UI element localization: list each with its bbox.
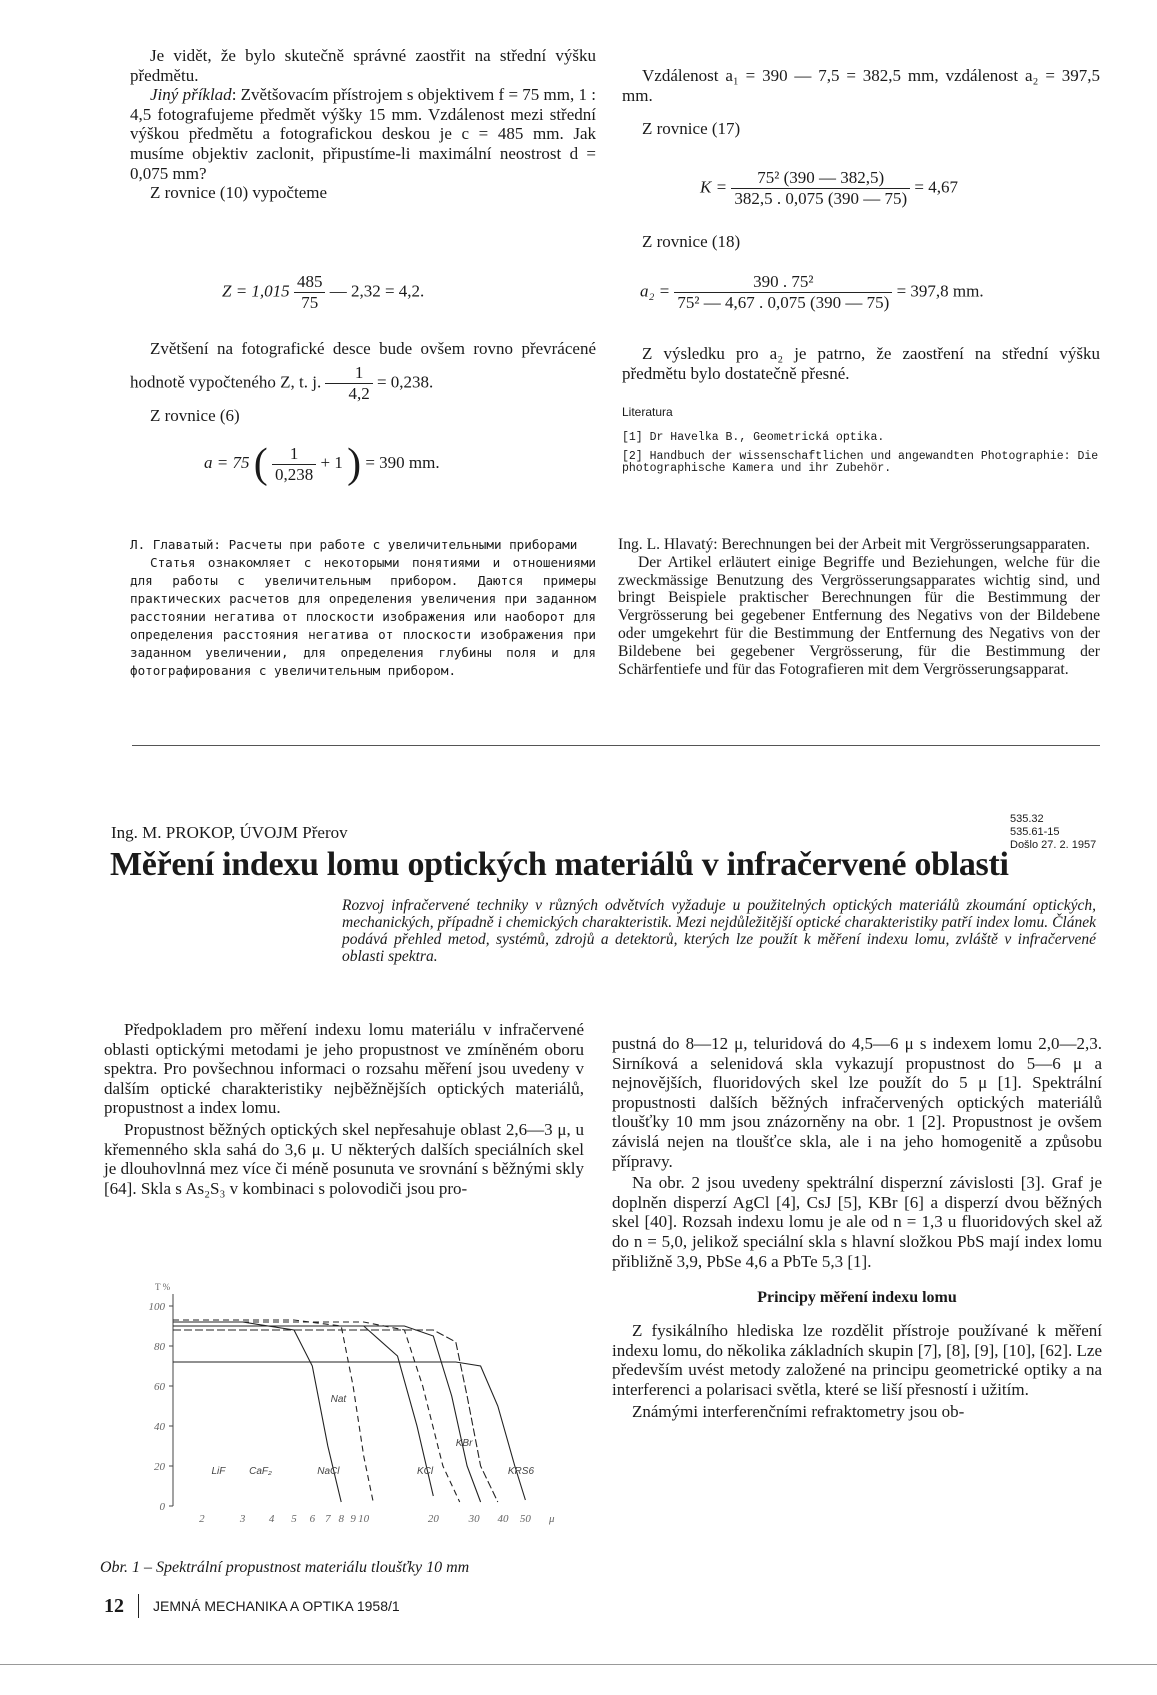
right-top-column-3 xyxy=(622,344,1100,475)
denominator: 0,238 xyxy=(274,464,314,484)
numerator: 485 xyxy=(294,272,326,293)
eq-result: = 390 mm. xyxy=(365,452,440,472)
series-label: KRS6 xyxy=(507,1466,535,1477)
equation-k xyxy=(700,168,958,209)
paragraph: Vzdálenost a₁ = 390 — 7,5 = 382,5 mm, vzdálenost a₂ = 397,5 mm. xyxy=(622,66,1100,105)
eq-right: = 4,67 xyxy=(914,177,958,197)
transmission-chart xyxy=(115,1278,585,1548)
paragraph: Na obr. 2 jsou uvedeny spektrální disperzní závislosti [3]. Graf je doplněn disperzí AgCl [4], CsJ [5], KBr [6] a disperzí dvou běžných skel [40]. Rozsah indexu lomu je ale od n = 1,3 u fluoridových skel až do n = 5,0, jelikož speciální skla s hlavní složkou PbS mají index lomu přibližně 3,9, PbSe 4,6 a PbTe 5,3 [1]. xyxy=(612,1173,1102,1271)
literature-title: Literatura xyxy=(622,405,673,420)
equation-z xyxy=(222,272,424,313)
x-tick-label: 2 xyxy=(199,1513,205,1525)
footer-separator xyxy=(138,1594,139,1618)
right-top-column xyxy=(622,66,1100,139)
paragraph xyxy=(130,335,596,404)
fraction xyxy=(325,363,372,404)
eq-left: a₂ = xyxy=(640,281,671,301)
article-title: Měření indexu lomu optických materiálů v infračervené oblasti xyxy=(110,846,1009,883)
x-axis-label: μ xyxy=(549,1513,555,1525)
left-top-column-2 xyxy=(130,335,596,426)
series-label: NaCl xyxy=(317,1466,340,1477)
chart-plot-area xyxy=(149,1282,556,1525)
paragraph: Známými interferenčními refraktometry jsou ob- xyxy=(632,1401,965,1421)
paragraph xyxy=(130,85,596,183)
numerator: 1 xyxy=(272,444,316,465)
y-tick-label: 80 xyxy=(154,1341,165,1353)
received-date: Došlo 27. 2. 1957 xyxy=(1010,839,1097,851)
udc-code: 535.61-15 xyxy=(1010,826,1060,838)
denominator: 382,5 . 0,075 (390 — 75) xyxy=(734,189,908,208)
paragraph: Z rovnice (6) xyxy=(150,406,240,425)
paragraph: Je vidět, že bylo skutečně správné zaostřit na střední výšku předmětu. xyxy=(130,46,596,85)
left-paren: ( xyxy=(253,441,268,487)
numerator: 1 xyxy=(325,363,372,384)
denominator: 4,2 xyxy=(348,384,370,403)
x-tick-label: 6 xyxy=(309,1513,316,1525)
x-tick-label: 4 xyxy=(268,1513,275,1525)
y-tick-label: 0 xyxy=(159,1501,165,1513)
summary-heading xyxy=(618,536,1100,554)
eq-right: = 397,8 mm. xyxy=(896,281,984,301)
numerator: 75² (390 — 382,5) xyxy=(731,168,910,189)
left-top-column xyxy=(130,46,596,203)
literature-item: [1] Dr Havelka B., Geometrická optika. xyxy=(622,431,885,445)
x-tick-label: 10 xyxy=(358,1513,370,1525)
summary-german xyxy=(618,536,1100,678)
summary-body: Статья ознакомляет с некоторыми понятиями и отношениями для работы с увеличительным прибором. Даются примеры практических расчетов для определения увеличения при заданном расстоянии негатива от плоскости изображения или наоборот для определения расстояния негатива от плоскости изображения при заданном увеличении, для определения глубины поля и для фотографирования с увеличительным прибором. xyxy=(130,555,596,678)
x-tick-label: 8 xyxy=(338,1513,344,1525)
series-label: Nat xyxy=(330,1394,347,1405)
summary-russian xyxy=(130,536,596,680)
denominator: 75² — 4,67 . 0,075 (390 — 75) xyxy=(677,293,890,312)
fraction xyxy=(294,272,326,313)
paragraph: Z výsledku pro a₂ je patrno, že zaostření na střední výšku předmětu bylo dostatečně přesné. xyxy=(622,344,1100,383)
article-abstract: Rozvoj infračervené techniky v různých odvětvích vyžaduje u použitelných optických materiálů zkoumání optických, mechanických, případně i chemických charakteristik. Mezi nejdůležitější optické charakteristiky patří index lomu. Článek podává přehled metod, systémů, zdrojů a detektorů, kterých lze použít k měření indexu lomu, zvláště v infračervené oblasti spektra. xyxy=(342,897,1096,965)
numerator: 390 . 75² xyxy=(674,272,892,293)
x-tick-label: 30 xyxy=(468,1513,480,1525)
series-label: KCl xyxy=(416,1466,434,1477)
equation-a xyxy=(204,440,440,488)
fraction xyxy=(272,444,316,485)
eq-right: — 2,32 = 4,2. xyxy=(329,281,425,301)
eq-left: a = 75 xyxy=(204,452,250,472)
y-axis-label: T % xyxy=(155,1282,171,1292)
denominator: 75 xyxy=(301,293,319,312)
page-number: 12 xyxy=(104,1594,124,1617)
y-tick-label: 20 xyxy=(154,1461,165,1473)
series-label: KBr xyxy=(455,1438,473,1449)
journal-name: JEMNÁ MECHANIKA A OPTIKA 1958/1 xyxy=(153,1598,400,1614)
x-tick-label: 50 xyxy=(519,1513,531,1525)
summary-title: : Berechnungen bei der Arbeit mit Vergrösserungsapparaten. xyxy=(713,536,1090,553)
udc-code: 535.32 xyxy=(1010,813,1044,825)
paragraph: Předpokladem pro měření indexu lomu materiálu v infračervené oblasti optickými metodami je jeho propustnost ve zmíněném oboru spektra. Pro povšechnou informaci o rozsahu měření jsou uvedeny v dalším optické charakteristiky nejběžnějších optických materiálů, propustnost a index lomu. xyxy=(104,1020,584,1118)
series-line xyxy=(173,1320,373,1502)
figure-caption: Obr. 1 – Spektrální propustnost materiálu tloušťky 10 mm xyxy=(100,1559,470,1576)
paragraph-text: Zvětšení na fotografické desce bude ovšem rovno převrácené hodnotě vypočteného Z, t. j. xyxy=(130,339,596,392)
x-tick-label: 5 xyxy=(291,1513,297,1525)
literature-item: [2] Handbuch der wissenschaftlichen und angewandten Photographie: Die photographische Kamera und ihr Zubehör. xyxy=(622,450,1099,476)
summary-author: Ing. L. Hlavatý xyxy=(618,536,714,553)
paragraph: Propustnost běžných optických skel nepřesahuje oblast 2,6—3 μ, u křemenného skla sahá do 3,6 μ. U některých dalších speciálních skel je dlouhovlnná mez více či méně posunuta ve srovnání s běžnými skly [64]. Skla s As₂S₃ v kombinaci s polovodiči jsou pro- xyxy=(104,1119,584,1198)
series-label: LiF xyxy=(211,1466,226,1477)
paragraph: Z rovnice (10) vypočteme xyxy=(150,183,328,203)
right-paren: ) xyxy=(347,441,362,487)
article-author: Ing. M. PROKOP, ÚVOJM Přerov xyxy=(111,823,348,842)
x-tick-label: 9 xyxy=(350,1513,356,1525)
x-tick-label: 20 xyxy=(427,1513,439,1525)
paragraph: Z fysikálního hlediska lze rozdělit přístroje používané k měření indexu lomu, do několika základních skupin [7], [8], [9], [10], [62]. Lze především uvést metody založené na principu geometrické optiky a na interferenci a polarisaci světla, které se liší přesností i užitím. xyxy=(612,1321,1102,1399)
bottom-rule xyxy=(0,1664,1157,1665)
eq-right: = 0,238. xyxy=(376,372,434,392)
fraction xyxy=(731,168,910,209)
x-tick-label: 7 xyxy=(325,1513,331,1525)
udc-codes xyxy=(1010,813,1096,852)
article-right-column xyxy=(612,1034,1102,1421)
equation-a2 xyxy=(640,272,984,313)
summary-body: Der Artikel erläutert einige Begriffe und Beziehungen, welche für die zweckmässige Benutzung des Vergrösserungsapparates wichtig sind, und bringt Beispiele praktischer Berechnungen für die Bestimmung der Vergrösserung bei gegebener Entfernung des Negativs von der Bildebene oder umgekehrt für die Bestimmung der Entfernung des Negativs von der Bildebene bei gegebener Vergrösserung, für die Bestimmung der Schärfentiefe und für das Fotografieren mit dem Vergrösserungsapparat. xyxy=(618,553,1100,678)
example-text: : Zvětšovacím přístrojem s objektivem f = 75 mm, 1 : 4,5 fotografujeme předmět výšky 15 mm. Vzdálenost mezi střední výškou předmětu a fotografickou deskou je c = 485 mm. Jak musíme objektiv zaclonit, připustíme-li maximální neostrost d = 0,075 mm? xyxy=(130,85,597,183)
eq-mid: + 1 xyxy=(320,452,343,472)
summary-heading: Л. Главатый: Расчеты при работе с увеличительными приборами xyxy=(130,537,578,552)
paragraph: Z rovnice (17) xyxy=(642,119,741,139)
y-tick-label: 100 xyxy=(148,1301,165,1313)
fraction xyxy=(674,272,892,313)
x-tick-label: 3 xyxy=(239,1513,246,1525)
right-top-column-2 xyxy=(622,232,1100,252)
section-title: Principy měření indexu lomu xyxy=(757,1289,957,1307)
paragraph: pustná do 8—12 μ, teluridová do 4,5—6 μ s indexem lomu 2,0—2,3. Sirníková a selenidová skla vykazují propustnost do 5—6 μ a nejnovějších, fluoridových skel lze použít do 5 μ [1]. Spektrální propustnosti dalších běžných infračervených optických materiálů tloušťky 10 mm jsou znázorněny na obr. 1 [2]. Propustnost je ovšem závislá nejen na tloušťce skla, ale i na jeho homogenitě a způsobu přípravy. xyxy=(612,1034,1102,1171)
series-label: CaF₂ xyxy=(249,1466,272,1477)
paragraph: Z rovnice (18) xyxy=(642,232,741,251)
y-tick-label: 60 xyxy=(154,1381,165,1393)
eq-left: Z = 1,015 xyxy=(222,281,290,301)
divider xyxy=(132,745,1100,746)
x-tick-label: 40 xyxy=(497,1513,509,1525)
article-left-column xyxy=(104,1020,584,1198)
eq-left: K = xyxy=(700,177,728,197)
page-footer xyxy=(104,1594,400,1618)
y-tick-label: 40 xyxy=(154,1421,165,1433)
example-label: Jiný příklad xyxy=(150,85,232,105)
